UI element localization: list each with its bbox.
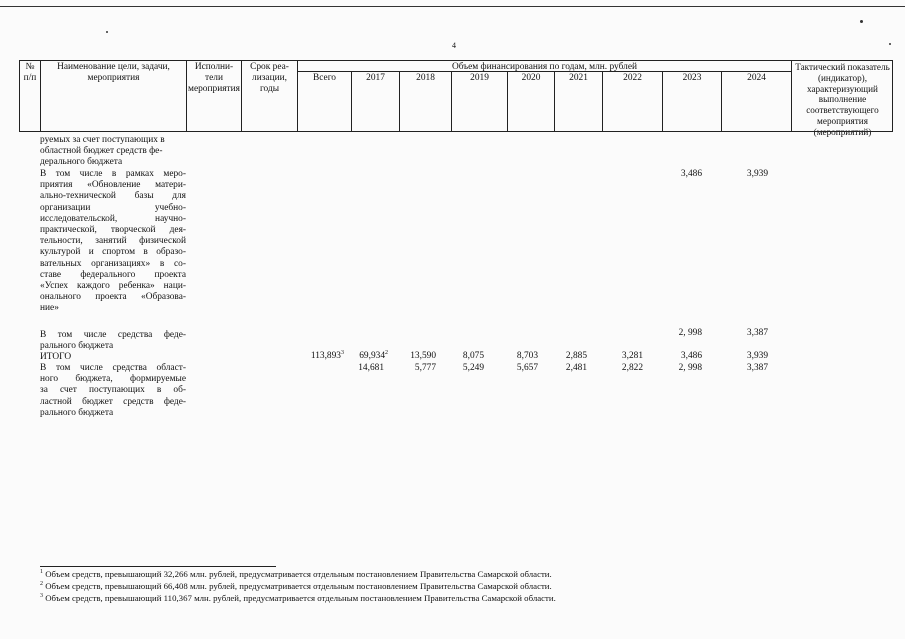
- text-line: ние»: [40, 303, 59, 314]
- header-year: 2019: [451, 71, 507, 132]
- text-line: за счет поступающих в об-: [40, 385, 186, 396]
- header-year: 2020: [507, 71, 554, 132]
- text-line: ного бюджета, формируемые: [40, 374, 186, 385]
- header-year: 2022: [602, 71, 662, 132]
- value-2017: 69,934$^2$: [359, 349, 388, 361]
- text-line: тельности, занятий физической: [40, 236, 186, 247]
- page-number: 4: [452, 41, 456, 50]
- value-2020: 8,703: [516, 351, 538, 361]
- row-total-label: ИТОГО: [40, 352, 72, 362]
- text-line: дерального бюджета: [40, 157, 123, 168]
- value-2021: 2,481: [565, 363, 587, 373]
- value-2024: 3,387: [746, 363, 768, 373]
- text-line: ластной бюджет средств феде-: [40, 396, 186, 407]
- value-2019: 8,075: [462, 351, 484, 361]
- row-federal: [40, 330, 186, 352]
- footnote: $^2$ Объем средств, превышающий 66,408 млн. рублей, предусматривается отдельным постановлением Правительства Самарской области.: [40, 581, 552, 591]
- value-total: 113,893$^3$: [310, 349, 344, 361]
- header-no: № п/п: [19, 60, 40, 132]
- header-total: Всего: [297, 71, 351, 132]
- text-line: организации учебно-: [40, 202, 186, 213]
- text-line: исследовательской, научно-: [40, 213, 186, 224]
- header-name: Наименование цели, задачи, мероприятия: [40, 60, 186, 132]
- text-line: культурой и спортом в образо-: [40, 247, 186, 258]
- header-indicator: Тактический показатель (индикатор), характеризующий выполнение соответствующего мероприятия (мероприятий): [791, 60, 893, 132]
- footnote: $^1$ Объем средств, превышающий 32,266 млн. рублей, предусматривается отдельным постановлением Правительства Самарской области.: [40, 569, 552, 579]
- footnote-rule: [40, 566, 276, 567]
- text-line: В том числе средства феде-: [40, 330, 186, 340]
- scan-speck: [860, 20, 863, 23]
- text-line: рального бюджета: [40, 407, 114, 418]
- text-line: практической, творческой дея-: [40, 225, 186, 236]
- header-executors: Исполни-тели мероприятия: [186, 60, 241, 132]
- top-rule: [0, 6, 905, 7]
- row-continuation: [40, 135, 186, 169]
- header-year: 2023: [662, 71, 721, 132]
- header-year: 2017: [351, 71, 399, 132]
- value-2023: 2, 998: [678, 363, 702, 373]
- value-2022: 2,822: [621, 363, 643, 373]
- value-2018: 5,777: [414, 363, 436, 373]
- value-2023: 2, 998: [678, 328, 702, 338]
- value-2019: 5,249: [462, 363, 484, 373]
- text-line: приятия «Обновление матери-: [40, 180, 186, 191]
- value-2017: 14,681: [358, 363, 384, 373]
- header-year: 2018: [399, 71, 451, 132]
- scan-speck: [889, 43, 891, 45]
- value-2023: 3,486: [680, 169, 702, 179]
- value-2023: 3,486: [680, 351, 702, 361]
- text-line: областной бюджет средств фе-: [40, 146, 163, 157]
- text-line: руемых за счет поступающих в: [40, 135, 165, 145]
- scan-speck: [106, 31, 108, 33]
- row-project: [40, 169, 186, 315]
- text-line: ально-технической базы для: [40, 191, 186, 202]
- text-line: онального проекта «Образова-: [40, 292, 186, 303]
- value-2024: 3,387: [746, 328, 768, 338]
- footnote: $^3$ Объем средств, превышающий 110,367 млн. рублей, предусматривается отдельным постановлением Правительства Самарской области.: [40, 593, 556, 603]
- text-line: рального бюджета: [40, 341, 114, 352]
- value-2021: 2,885: [565, 351, 587, 361]
- value-2020: 5,657: [516, 363, 538, 373]
- row-regional: [40, 363, 186, 419]
- header-year: 2021: [554, 71, 602, 132]
- text-line: В том числе средства област-: [40, 363, 186, 373]
- header-financing: Объем финансирования по годам, млн. рублей: [297, 60, 791, 71]
- value-2022: 3,281: [621, 351, 643, 361]
- header-year: 2024: [721, 71, 791, 132]
- value-2024: 3,939: [746, 169, 768, 179]
- header-term: Срок реа-лизации, годы: [241, 60, 297, 132]
- value-2024: 3,939: [746, 351, 768, 361]
- value-2018: 13,590: [410, 351, 436, 361]
- text-line: «Успех каждого ребенка» наци-: [40, 281, 186, 292]
- text-line: вательных организациях» в со-: [40, 258, 186, 269]
- table-header: [19, 60, 893, 137]
- text-line: В том числе в рамках меро-: [40, 169, 186, 179]
- text-line: ставе федерального проекта: [40, 269, 186, 280]
